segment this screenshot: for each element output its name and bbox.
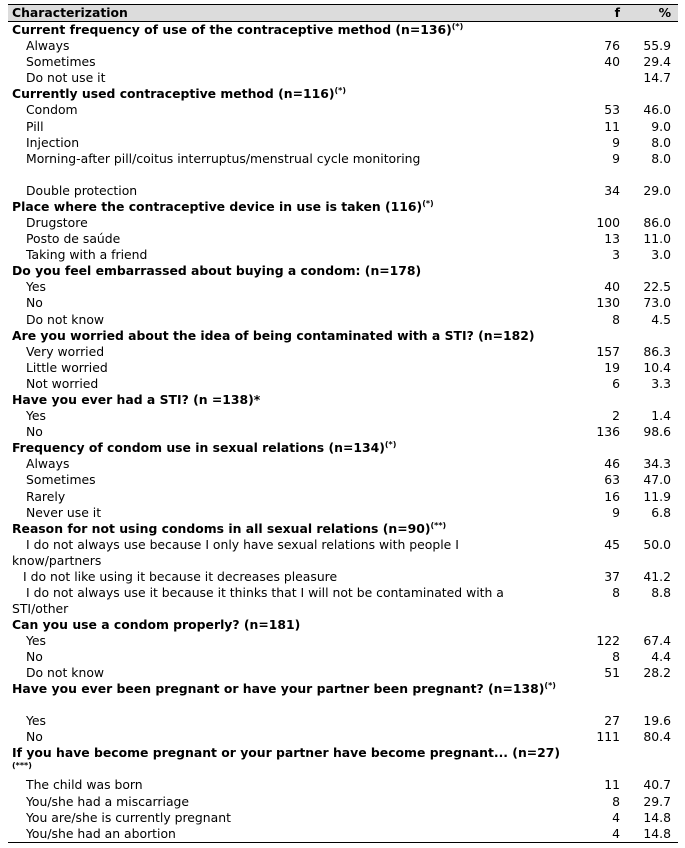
header-characterization: Characterization: [12, 5, 128, 20]
percent-value: 11.0: [643, 231, 671, 247]
answer-label: [26, 472, 566, 488]
answer-label: [12, 585, 552, 617]
answer-row: [8, 489, 678, 505]
frequency-value: 136: [596, 424, 620, 440]
frequency-value: 4: [612, 825, 620, 841]
question-row: [8, 86, 678, 102]
label-text: Always: [26, 38, 70, 54]
question-row: [8, 199, 678, 215]
answer-label: [26, 826, 566, 842]
label-text: No: [26, 729, 43, 745]
frequency-value: 37: [604, 568, 620, 584]
frequency-value: 40: [604, 54, 620, 70]
answer-row: [8, 713, 678, 729]
answer-label: [26, 119, 566, 135]
label-text: Do not know: [26, 311, 105, 327]
label-text: Do you feel embarrassed about buying a condom: (n=178): [12, 263, 422, 279]
question-row: [8, 328, 678, 344]
frequency-value: 8: [612, 793, 620, 809]
label-text: Do not know: [26, 665, 105, 681]
question-row: [8, 681, 678, 713]
label-text: Little worried: [26, 359, 108, 375]
answer-row: [8, 537, 678, 569]
answer-row: [8, 54, 678, 70]
table-bottom-rule: [8, 842, 678, 843]
percent-value: 10.4: [643, 359, 671, 375]
answer-label: [26, 729, 566, 745]
answer-label: [26, 408, 566, 424]
percent-value: 73.0: [643, 295, 671, 311]
percent-value: 34.3: [643, 456, 671, 472]
answer-label: [26, 70, 566, 86]
percent-value: 41.2: [643, 568, 671, 584]
label-text: You are/she is currently pregnant: [26, 809, 231, 825]
question-label: [12, 745, 567, 777]
answer-label: [26, 183, 566, 199]
answer-row: [8, 38, 678, 54]
answer-label: [26, 231, 566, 247]
answer-row: [8, 135, 678, 151]
answer-row: [8, 119, 678, 135]
answer-row: [8, 295, 678, 311]
question-label: [12, 521, 567, 537]
answer-row: [8, 585, 678, 617]
question-label: [12, 617, 567, 633]
label-text: Do not use it: [26, 70, 106, 86]
frequency-value: 8: [612, 311, 620, 327]
percent-value: 3.3: [651, 375, 671, 391]
percent-value: 47.0: [643, 472, 671, 488]
label-text: Sometimes: [26, 472, 96, 488]
question-label: [12, 440, 567, 456]
percent-value: 22.5: [643, 279, 671, 295]
answer-label: [26, 489, 566, 505]
answer-row: [8, 102, 678, 118]
answer-row: [8, 777, 678, 793]
question-row: [8, 263, 678, 279]
label-text: Have you ever had a STI? (n =138)*: [12, 391, 261, 407]
footnote-marker: (*): [422, 198, 434, 208]
answer-row: [8, 472, 678, 488]
percent-value: 8.0: [651, 150, 671, 166]
percent-value: 29.0: [643, 182, 671, 198]
frequency-value: 9: [612, 504, 620, 520]
label-text: I do not like using it because it decreases pleasure: [23, 568, 338, 584]
frequency-value: 16: [604, 488, 620, 504]
label-text: Currently used contraceptive method (n=116): [12, 86, 335, 102]
percent-value: 3.0: [651, 247, 671, 263]
percent-value: 40.7: [643, 777, 671, 793]
frequency-value: 51: [604, 665, 620, 681]
frequency-value: 6: [612, 375, 620, 391]
table-body: [8, 22, 678, 842]
answer-label: [26, 505, 566, 521]
label-text: The child was born: [26, 777, 143, 793]
label-text: Yes: [26, 279, 47, 295]
footnote-marker: (**): [430, 520, 447, 530]
label-text: Frequency of condom use in sexual relations (n=134): [12, 440, 385, 456]
label-text: You/she had an abortion: [26, 825, 176, 841]
question-row: [8, 22, 678, 38]
label-text: Double protection: [26, 182, 138, 198]
answer-row: [8, 569, 678, 585]
frequency-value: 45: [604, 536, 620, 552]
percent-value: 98.6: [643, 424, 671, 440]
percent-value: 55.9: [643, 38, 671, 54]
question-label: [12, 392, 567, 408]
answer-row: [8, 247, 678, 263]
frequency-value: 13: [604, 231, 620, 247]
header-percent: %: [658, 5, 671, 20]
characterization-table: [8, 4, 678, 843]
label-text: Yes: [26, 713, 47, 729]
answer-row: [8, 810, 678, 826]
answer-row: [8, 649, 678, 665]
table-header: [8, 4, 678, 22]
answer-row: [8, 376, 678, 392]
percent-value: 11.9: [643, 488, 671, 504]
footnote-marker: (*): [334, 86, 347, 96]
label-text: You/she had a miscarriage: [26, 793, 190, 809]
percent-value: 4.5: [651, 311, 671, 327]
answer-row: [8, 215, 678, 231]
header-f: f: [614, 5, 620, 20]
answer-row: [8, 665, 678, 681]
answer-label: [26, 665, 566, 681]
answer-row: [8, 70, 678, 86]
answer-label: [26, 135, 566, 151]
question-label: [12, 263, 567, 279]
label-text: Current frequency of use of the contraceptive method (n=136): [12, 22, 452, 37]
percent-value: 29.7: [643, 793, 671, 809]
frequency-value: 76: [604, 38, 620, 54]
percent-value: 28.2: [643, 665, 671, 681]
answer-row: [8, 729, 678, 745]
answer-label: [26, 102, 566, 118]
percent-value: 9.0: [651, 118, 671, 134]
answer-label: [26, 54, 566, 70]
answer-row: [8, 505, 678, 521]
label-text: Not worried: [26, 375, 99, 391]
footnote-marker: (*): [544, 681, 556, 691]
percent-value: 46.0: [643, 102, 671, 118]
footnote-marker: (*): [451, 21, 464, 31]
frequency-value: 3: [612, 247, 620, 263]
label-text: Morning-after pill/coitus interruptus/menstrual cycle monitoring: [26, 150, 421, 166]
answer-row: [8, 183, 678, 199]
frequency-value: 157: [596, 343, 620, 359]
label-text: Are you worried about the idea of being contaminated with a STI? (n=182): [12, 327, 535, 343]
label-text: I do not always use it because it thinks that I will not be contaminated with a STI/other: [12, 584, 504, 616]
answer-label: [26, 151, 566, 167]
question-label: [12, 681, 567, 697]
percent-value: 14.8: [643, 809, 671, 825]
label-text: Drugstore: [26, 214, 88, 230]
label-text: Taking with a friend: [26, 247, 148, 263]
question-label: [12, 22, 567, 38]
frequency-value: 100: [596, 214, 620, 230]
answer-label: [26, 810, 566, 826]
frequency-value: 8: [612, 584, 620, 600]
label-text: Very worried: [26, 343, 105, 359]
answer-label: [26, 360, 566, 376]
answer-label: [26, 215, 566, 231]
percent-value: 19.6: [643, 713, 671, 729]
label-text: Reason for not using condoms in all sexual relations (n=90): [12, 520, 431, 536]
footnote-marker: (*): [384, 440, 397, 450]
answer-label: [26, 794, 566, 810]
frequency-value: 130: [596, 295, 620, 311]
percent-value: 29.4: [643, 54, 671, 70]
label-text: Never use it: [26, 504, 102, 520]
frequency-value: 9: [612, 134, 620, 150]
percent-value: 4.4: [651, 649, 671, 665]
answer-label: [26, 247, 566, 263]
answer-row: [8, 794, 678, 810]
answer-label: [26, 424, 566, 440]
answer-label: [26, 633, 566, 649]
answer-row: [8, 456, 678, 472]
frequency-value: 11: [604, 777, 620, 793]
answer-row: [8, 826, 678, 842]
answer-label: [26, 295, 566, 311]
label-text: Yes: [26, 408, 47, 424]
answer-label: [26, 312, 566, 328]
frequency-value: 40: [604, 279, 620, 295]
frequency-value: 53: [604, 102, 620, 118]
answer-row: [8, 279, 678, 295]
answer-row: [8, 408, 678, 424]
answer-row: [8, 151, 678, 183]
frequency-value: 4: [612, 809, 620, 825]
label-text: If you have become pregnant or your partner have become pregnant... (n=27): [12, 745, 561, 761]
question-label: [12, 328, 567, 344]
frequency-value: 19: [604, 359, 620, 375]
percent-value: 50.0: [643, 536, 671, 552]
frequency-value: 111: [596, 729, 620, 745]
percent-value: 86.0: [643, 214, 671, 230]
label-text: Posto de saúde: [26, 231, 121, 247]
percent-value: 8.0: [651, 134, 671, 150]
percent-value: 67.4: [643, 633, 671, 648]
answer-row: [8, 231, 678, 247]
answer-label: [26, 376, 566, 392]
label-text: No: [26, 295, 43, 311]
answer-row: [8, 360, 678, 376]
label-text: No: [26, 424, 43, 440]
answer-row: [8, 633, 678, 649]
answer-label: [23, 569, 563, 585]
frequency-value: 63: [604, 472, 620, 488]
question-row: [8, 617, 678, 633]
percent-value: 80.4: [643, 729, 671, 745]
answer-row: [8, 312, 678, 328]
frequency-value: 2: [612, 408, 620, 424]
label-text: Pill: [26, 118, 44, 134]
percent-value: 6.8: [651, 504, 671, 520]
percent-value: 14.8: [643, 825, 671, 841]
frequency-value: 27: [604, 713, 620, 729]
answer-row: [8, 344, 678, 360]
label-text: Always: [26, 456, 70, 472]
label-text: No: [26, 649, 43, 665]
label-text: Yes: [26, 633, 47, 648]
answer-row: [8, 424, 678, 440]
question-row: [8, 521, 678, 537]
percent-value: 8.8: [651, 584, 671, 600]
answer-label: [26, 649, 566, 665]
frequency-value: 8: [612, 649, 620, 665]
question-row: [8, 392, 678, 408]
label-text: Injection: [26, 134, 80, 150]
frequency-value: 11: [604, 118, 620, 134]
label-text: Rarely: [26, 488, 66, 504]
percent-value: 14.7: [643, 70, 671, 86]
question-label: [12, 199, 567, 215]
label-text: I do not always use because I only have sexual relations with people I know/partners: [12, 536, 459, 568]
question-label: [12, 86, 567, 102]
percent-value: 1.4: [651, 408, 671, 424]
question-row: [8, 440, 678, 456]
answer-label: [12, 537, 552, 569]
frequency-value: 46: [604, 456, 620, 472]
answer-label: [26, 713, 566, 729]
answer-label: [26, 38, 566, 54]
answer-label: [26, 344, 566, 360]
label-text: Sometimes: [26, 54, 96, 70]
answer-label: [26, 279, 566, 295]
label-text: Place where the contraceptive device in use is taken (116): [12, 198, 423, 214]
percent-value: 86.3: [643, 343, 671, 359]
label-text: Condom: [26, 102, 78, 118]
frequency-value: 122: [596, 633, 620, 648]
answer-label: [26, 777, 566, 793]
answer-label: [26, 456, 566, 472]
label-text: Have you ever been pregnant or have your partner been pregnant? (n=138): [12, 681, 545, 697]
footnote-marker: (***): [12, 761, 32, 771]
label-text: Can you use a condom properly? (n=181): [12, 616, 301, 632]
frequency-value: 34: [604, 182, 620, 198]
question-row: [8, 745, 678, 777]
frequency-value: 9: [612, 150, 620, 166]
